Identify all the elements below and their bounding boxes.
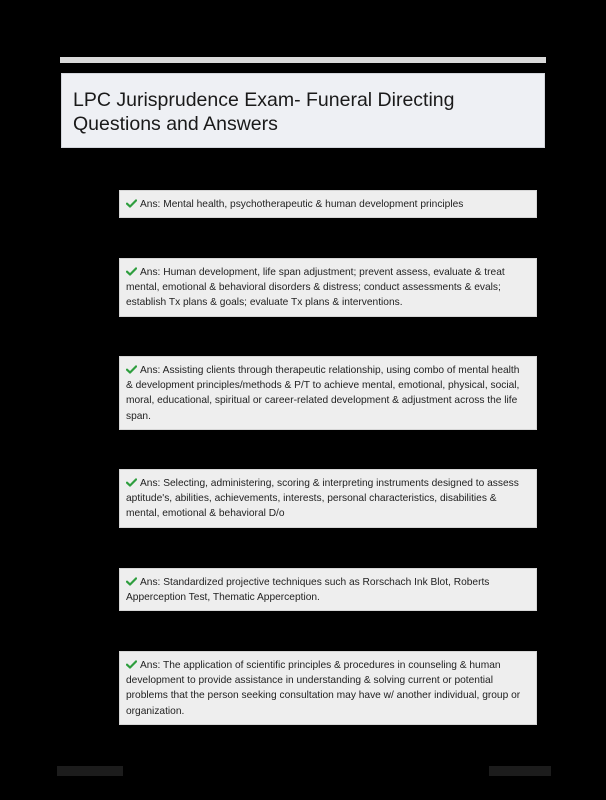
answer-box-4 (119, 469, 537, 528)
answer-text: Ans: The application of scientific principles & procedures in counseling & human development to provide assistance in understanding & solving current or potential problems that the person seeking consultation may have w/ another individual, group or organization. (126, 660, 521, 717)
title-box (61, 73, 545, 148)
answer-text: Ans: Standardized projective techniques such as Rorschach Ink Blot, Roberts Apperception Test, Thematic Apperception. (126, 577, 490, 604)
answer-box-2 (119, 258, 537, 317)
document-title-line-2: Questions and Answers (73, 113, 278, 135)
answer-text: Ans: Selecting, administering, scoring & interpreting instruments designed to assess aptitude's, abilities, achievements, interests, personal characteristics, disabilities & mental, emotional & behavioral D/o (126, 478, 519, 520)
answer-box-1 (119, 190, 537, 218)
answer-box-5 (119, 568, 537, 611)
top-divider (60, 57, 546, 63)
answer-box-3 (119, 356, 537, 430)
check-icon (126, 577, 137, 586)
check-icon (126, 199, 137, 208)
check-icon (126, 660, 137, 669)
footer-left-blurred-text (57, 766, 123, 776)
answer-box-6 (119, 651, 537, 725)
answer-text: Ans: Mental health, psychotherapeutic & human development principles (140, 199, 464, 210)
document-title-line-1: LPC Jurisprudence Exam- Funeral Directing (73, 89, 455, 111)
footer-right-blurred-text (489, 766, 551, 776)
answer-text: Ans: Human development, life span adjustment; prevent assess, evaluate & treat mental, emotional & behavioral disorders & distress; conduct assessments & evals; establish Tx plans & goals; evaluate Tx plans & interventions. (126, 267, 505, 309)
check-icon (126, 478, 137, 487)
answer-text: Ans: Assisting clients through therapeutic relationship, using combo of mental health & development principles/methods & P/T to achieve mental, emotional, physical, social, moral, educational, spiritual or career-related development & adjustment across the life span. (126, 365, 520, 422)
check-icon (126, 267, 137, 276)
check-icon (126, 365, 137, 374)
